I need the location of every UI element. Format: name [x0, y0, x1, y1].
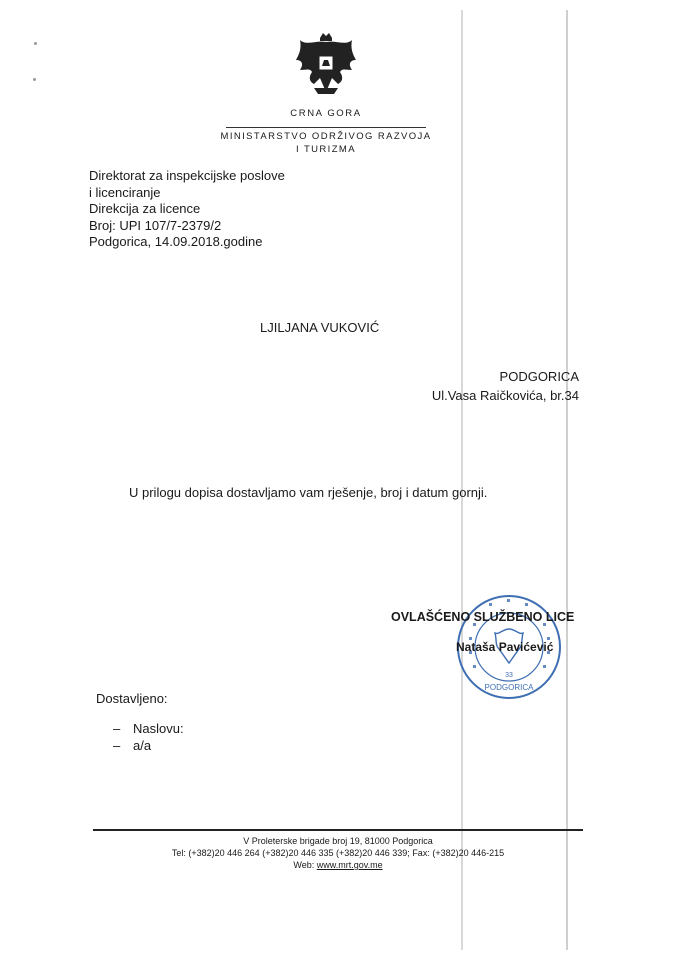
directorate-line: Direktorat za inspekcijske poslove [89, 168, 285, 183]
place-date: Podgorica, 14.09.2018.godine [89, 234, 263, 249]
delivery-label: Dostavljeno: [96, 691, 168, 706]
signatory-name: Nataša Pavićević [456, 640, 554, 654]
delivery-item: – a/a [113, 737, 184, 754]
website-link[interactable]: www.mrt.gov.me [316, 860, 383, 870]
scan-speck [33, 78, 36, 81]
ministry-line-2: I TURIZMA [296, 143, 356, 155]
document-header [89, 168, 285, 251]
recipient-street: Ul.Vasa Raičkovića, br.34 [431, 388, 579, 403]
stamp-city: PODGORICA [484, 683, 534, 692]
stamp-number: 33 [505, 672, 513, 679]
signatory-title: OVLAŠĆENO SLUŽBENO LICE [391, 610, 575, 624]
delivery-item: – Naslovu: [113, 720, 184, 737]
scan-speck [34, 42, 37, 45]
recipient-city: PODGORICA [499, 369, 579, 384]
coat-of-arms-icon [294, 30, 358, 100]
letterhead-rule [226, 127, 426, 128]
footer-web [93, 859, 583, 871]
footer-rule [93, 829, 583, 831]
directorate-line-cont: i licenciranje [89, 184, 161, 200]
footer-web-label: Web: [293, 860, 317, 870]
recipient-name: LJILJANA VUKOVIĆ [260, 320, 380, 335]
ministry-line-1: MINISTARSTVO ODRŽIVOG RAZVOJA [220, 131, 432, 142]
ministry-name [0, 131, 652, 156]
country-name: CRNA GORA [290, 108, 362, 119]
reference-number: Broj: UPI 107/7-2379/2 [89, 217, 222, 233]
footer-address: V Proleterske brigade broj 19, 81000 Podgorica [243, 836, 433, 846]
division-line: Direkcija za licence [89, 201, 201, 216]
letter-body: U prilogu dopisa dostavljamo vam rješenje, broj i datum gornji. [129, 485, 488, 500]
footer [93, 835, 583, 871]
footer-contact: Tel: (+382)20 446 264 (+382)20 446 335 (+382)20 446 339; Fax: (+382)20 446-215 [171, 848, 505, 858]
delivery-list [113, 720, 184, 754]
